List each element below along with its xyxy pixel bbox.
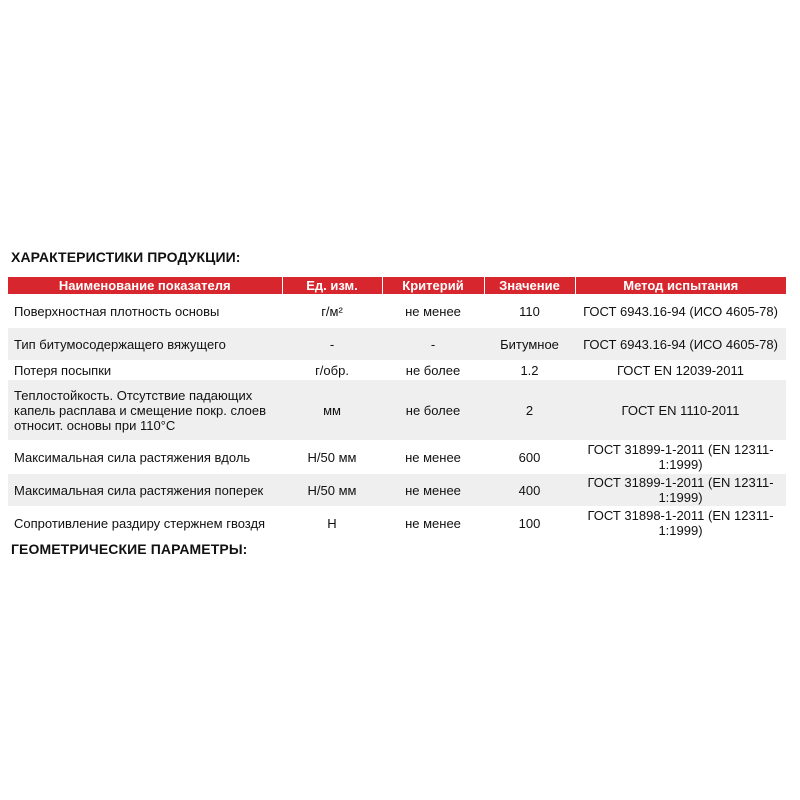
header-unit: Ед. изм. xyxy=(282,277,382,295)
cell-value: 600 xyxy=(484,441,575,474)
cell-criterion: не менее xyxy=(382,441,484,474)
cell-criterion: не более xyxy=(382,380,484,441)
cell-unit: Н/50 мм xyxy=(282,441,382,474)
cell-unit: мм xyxy=(282,380,382,441)
cell-method: ГОСТ EN 12039-2011 xyxy=(575,361,786,380)
table-row xyxy=(8,295,786,328)
cell-value: 2 xyxy=(484,380,575,441)
cell-criterion: не более xyxy=(382,361,484,380)
cell-criterion: - xyxy=(382,328,484,361)
cell-method: ГОСТ 6943.16-94 (ИСО 4605-78) xyxy=(575,328,786,361)
cell-unit: Н/50 мм xyxy=(282,474,382,507)
cell-unit: г/обр. xyxy=(282,361,382,380)
cell-name: Теплостойкость. Отсутствие падающих капель расплава и смещение покр. слоев относит. основы при 110°C xyxy=(8,380,282,441)
cell-value: 400 xyxy=(484,474,575,507)
table-row xyxy=(8,474,786,507)
cell-value: 1.2 xyxy=(484,361,575,380)
cell-criterion: не менее xyxy=(382,507,484,540)
cell-name: Тип битумосодержащего вяжущего xyxy=(8,328,282,361)
cell-criterion: не менее xyxy=(382,474,484,507)
cell-method: ГОСТ 31899-1-2011 (EN 12311-1:1999) xyxy=(575,474,786,507)
header-criterion: Критерий xyxy=(382,277,484,295)
header-name: Наименование показателя xyxy=(8,277,282,295)
cell-name: Поверхностная плотность основы xyxy=(8,295,282,328)
cell-value: 110 xyxy=(484,295,575,328)
table-row xyxy=(8,361,786,380)
table-row xyxy=(8,441,786,474)
cell-unit: Н xyxy=(282,507,382,540)
cell-criterion: не менее xyxy=(382,295,484,328)
cell-name: Максимальная сила растяжения поперек xyxy=(8,474,282,507)
cell-value: Битумное xyxy=(484,328,575,361)
cell-unit: г/м² xyxy=(282,295,382,328)
cell-method: ГОСТ 31898-1-2011 (EN 12311-1:1999) xyxy=(575,507,786,540)
geometry-section-title: ГЕОМЕТРИЧЕСКИЕ ПАРАМЕТРЫ: xyxy=(11,541,248,557)
cell-name: Потеря посыпки xyxy=(8,361,282,380)
cell-method: ГОСТ 31899-1-2011 (EN 12311-1:1999) xyxy=(575,441,786,474)
table-header-row xyxy=(8,277,786,295)
header-method: Метод испытания xyxy=(575,277,786,295)
cell-name: Максимальная сила растяжения вдоль xyxy=(8,441,282,474)
cell-value: 100 xyxy=(484,507,575,540)
cell-method: ГОСТ 6943.16-94 (ИСО 4605-78) xyxy=(575,295,786,328)
table-row xyxy=(8,507,786,540)
header-value: Значение xyxy=(484,277,575,295)
cell-method: ГОСТ EN 1110-2011 xyxy=(575,380,786,441)
table-row xyxy=(8,380,786,441)
cell-unit: - xyxy=(282,328,382,361)
table-row xyxy=(8,328,786,361)
characteristics-section-title: ХАРАКТЕРИСТИКИ ПРОДУКЦИИ: xyxy=(11,249,241,265)
cell-name: Сопротивление раздиру стержнем гвоздя xyxy=(8,507,282,540)
specs-table xyxy=(8,277,786,539)
